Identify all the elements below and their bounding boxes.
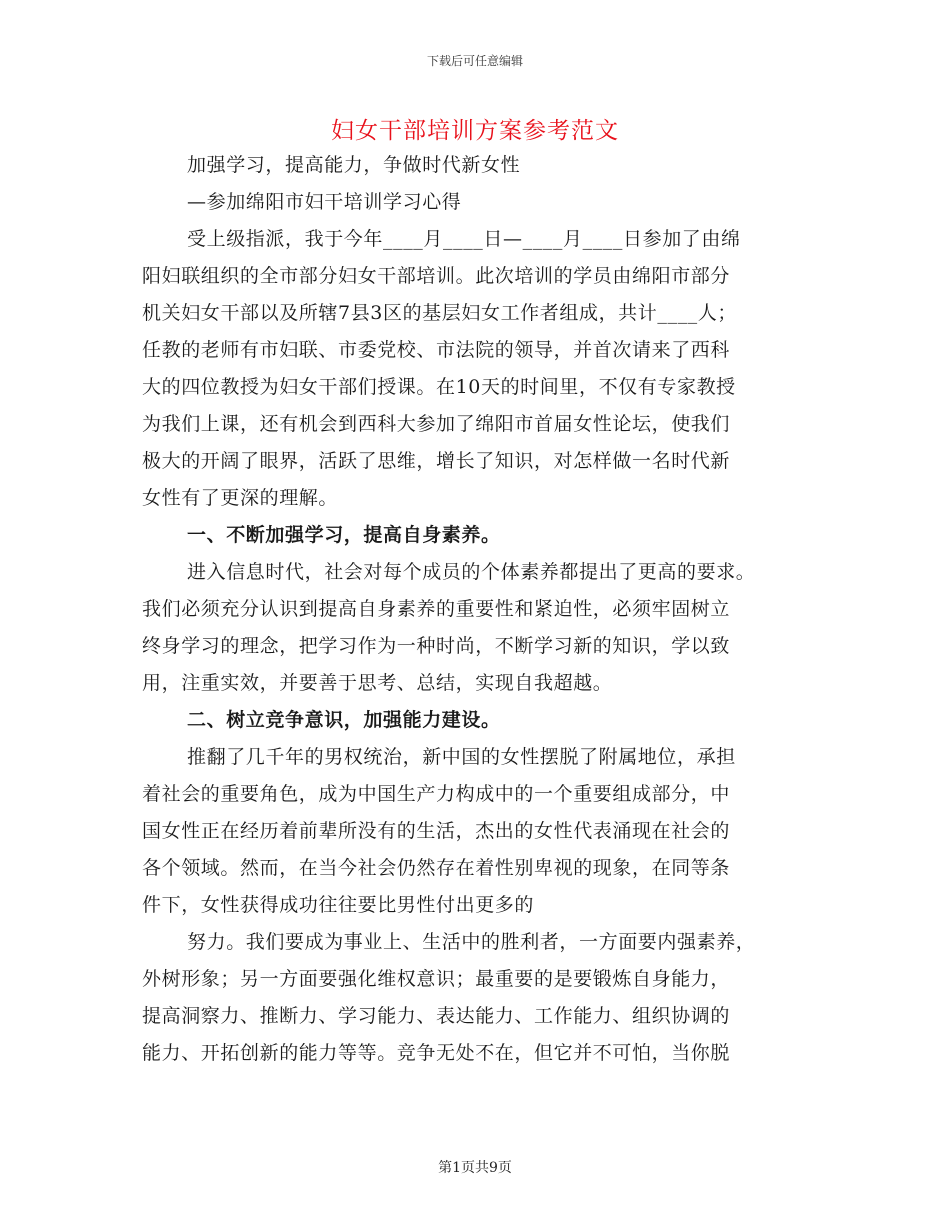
paragraph-line: 为我们上课，还有机会到西科大参加了绵阳市首届女性论坛，使我们: [142, 413, 731, 435]
subtitle-source-line: —参加绵阳市妇干培训学习心得: [187, 191, 462, 213]
paragraph-line: 终身学习的理念，把学习作为一种时尚，不断学习新的知识，学以致: [142, 635, 731, 657]
paragraph-line: 用，注重实效，并要善于思考、总结，实现自我超越。: [142, 672, 613, 694]
page-indicator: 第1页共9页: [438, 1160, 512, 1176]
subtitle-line: 加强学习，提高能力，争做时代新女性: [187, 154, 521, 176]
paragraph-line: 我们必须充分认识到提高自身素养的重要性和紧迫性，必须牢固树立: [142, 598, 731, 620]
document-body: [142, 147, 812, 1072]
document-title: 妇女干部培训方案参考范文: [331, 118, 619, 144]
section-heading-1: 一、不断加强学习，提高自身素养。: [187, 524, 501, 546]
paragraph-line: 能力、开拓创新的能力等等。竞争无处不在，但它并不可怕，当你脱: [142, 1042, 731, 1064]
paragraph-line: 各个领域。然而，在当今社会仍然存在着性别卑视的现象，在同等条: [142, 857, 731, 879]
paragraph-line: 推翻了几千年的男权统治，新中国的女性摆脱了附属地位，承担: [187, 746, 736, 768]
paragraph-line: 提高洞察力、推断力、学习能力、表达能力、工作能力、组织协调的: [142, 1005, 731, 1027]
section-heading-2: 二、树立竞争意识，加强能力建设。: [187, 709, 501, 731]
paragraph-line: 外树形象；另一方面要强化维权意识；最重要的是要锻炼自身能力，: [142, 968, 731, 990]
paragraph-line: 任教的老师有市妇联、市委党校、市法院的领导，并首次请来了西科: [142, 339, 731, 361]
paragraph-line: 努力。我们要成为事业上、生活中的胜利者，一方面要内强素养，: [187, 931, 756, 953]
paragraph-line: 极大的开阔了眼界，活跃了思维，增长了知识，对怎样做一名时代新: [142, 450, 731, 472]
paragraph-line: 女性有了更深的理解。: [142, 487, 339, 509]
paragraph-line: 机关妇女干部以及所辖7县3区的基层妇女工作者组成，共计____人；: [142, 302, 737, 324]
paragraph-line: 国女性正在经历着前辈所没有的生活，杰出的女性代表涌现在社会的: [142, 820, 731, 842]
paragraph-line: 进入信息时代，社会对每个成员的个体素养都提出了更高的要求。: [187, 561, 756, 583]
paragraph-line: 着社会的重要角色，成为中国生产力构成中的一个重要组成部分，中: [142, 783, 731, 805]
paragraph-line: 阳妇联组织的全市部分妇女干部培训。此次培训的学员由绵阳市部分: [142, 265, 731, 287]
download-note: 下载后可任意编辑: [426, 54, 523, 68]
paragraph-line: 受上级指派，我于今年____月____日—____月____日参加了由绵: [187, 228, 741, 250]
paragraph-line: 大的四位教授为妇女干部们授课。在10天的时间里，不仅有专家教授: [142, 376, 736, 398]
paragraph-line: 件下，女性获得成功往往要比男性付出更多的: [142, 894, 535, 916]
